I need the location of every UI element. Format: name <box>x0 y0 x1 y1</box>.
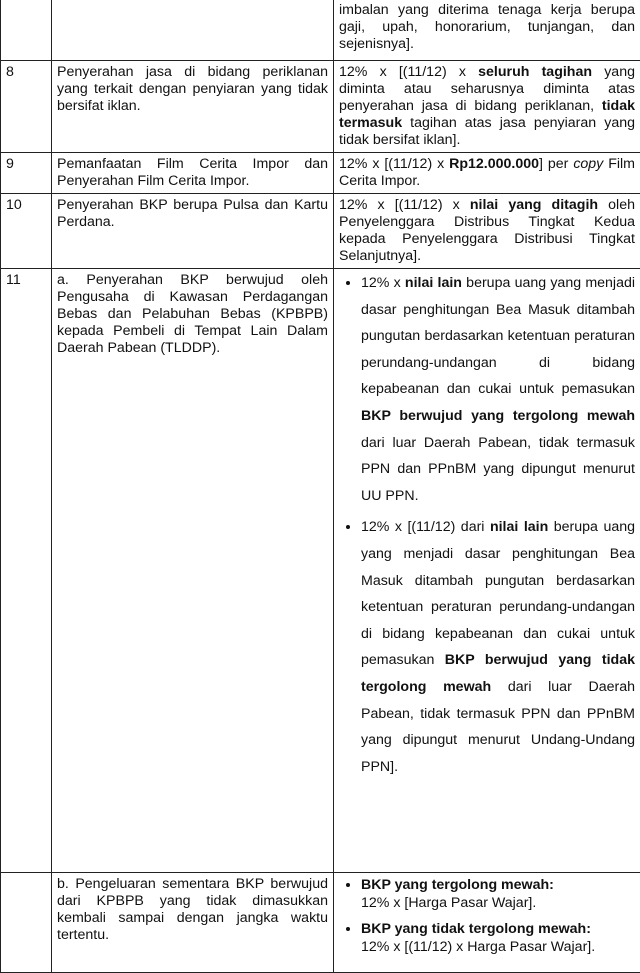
list-item: • 12% x [(11/12) dari nilai lain berupa uang yang menjadi dasar penghitungan Bea Masuk ditambah pungutan berdasarkan ketentuan peraturan perundang-undangan di bidang kepabeanan dan cukai untuk pemasukan BKP berwujud yang tidak tergolong mewah dari luar Daerah Pabean, tidak termasuk PPN dan PPnBM yang dipungut menurut Undang-Undang PPN]. <box>361 514 635 780</box>
row-description: Penyerahan jasa di bidang periklanan yang terkait dengan penyiaran yang tidak bersifat iklan. <box>52 61 334 153</box>
row-formula: 12% x [(11/12) x nilai yang ditagih oleh Penyelenggara Distribus Tingkat Kedua kepada Penyelenggara Distribusi Tingkat Selanjutnya]. <box>334 194 640 269</box>
row-number <box>1 873 52 973</box>
row-formula: 12% x [(11/12) x Rp12.000.000] per copy Film Cerita Impor. <box>334 153 640 194</box>
row-formula: 12% x [(11/12) x seluruh tagihan yang diminta atau seharusnya diminta atas penyerahan jasa di bidang periklanan, tidak termasuk tagihan atas jasa penyiaran yang tidak bersifat iklan]. <box>334 61 640 153</box>
row-number <box>1 0 52 61</box>
row-description: b. Pengeluaran sementara BKP berwujud dari KPBPB yang tidak dimasukkan kembali sampai dengan jangka waktu tertentu. <box>52 873 334 973</box>
formula-list <box>339 876 635 956</box>
list-item: • 12% x nilai lain berupa uang yang menjadi dasar penghitungan Bea Masuk ditambah pungutan berdasarkan ketentuan peraturan perundang-undangan di bidang kepabeanan dan cukai untuk pemasukan BKP berwujud yang tergolong mewah dari luar Daerah Pabean, tidak termasuk PPN dan PPnBM yang dipungut menurut UU PPN. <box>361 270 635 509</box>
row-number: 10 <box>1 194 52 269</box>
table-row <box>1 153 640 194</box>
table-row <box>1 61 640 153</box>
row-description: a. Penyerahan BKP berwujud oleh Pengusaha di Kawasan Perdagangan Bebas dan Pelabuhan Bebas (KPBPB) kepada Pembeli di Tempat Lain Dalam Daerah Pabean (TLDDP). <box>52 269 334 873</box>
row-description: Pemanfaatan Film Cerita Impor dan Penyerahan Film Cerita Impor. <box>52 153 334 194</box>
row-number: 9 <box>1 153 52 194</box>
row-formula <box>334 269 640 873</box>
row-number: 8 <box>1 61 52 153</box>
row-formula <box>334 873 640 973</box>
row-description <box>52 0 334 61</box>
table-row <box>1 269 640 873</box>
table-row <box>1 0 640 61</box>
table-row <box>1 194 640 269</box>
table-row <box>1 873 640 973</box>
list-item: • BKP yang tidak tergolong mewah: 12% x [(11/12) x Harga Pasar Wajar]. <box>361 920 635 956</box>
row-formula: imbalan yang diterima tenaga kerja berupa gaji, upah, honorarium, tunjangan, dan sejenisnya]. <box>334 0 640 61</box>
row-description: Penyerahan BKP berupa Pulsa dan Kartu Perdana. <box>52 194 334 269</box>
formula-list <box>339 270 635 780</box>
row-number: 11 <box>1 269 52 873</box>
list-item: • BKP yang tergolong mewah: 12% x [Harga Pasar Wajar]. <box>361 876 635 912</box>
